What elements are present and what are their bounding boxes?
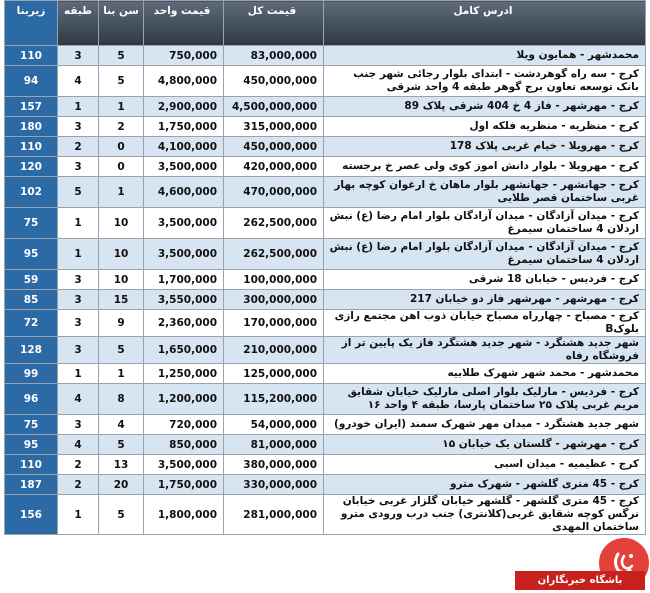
cell-floor: 4: [58, 384, 99, 415]
cell-floor: 1: [58, 97, 99, 117]
cell-area: 75: [5, 208, 58, 239]
cell-floor: 3: [58, 415, 99, 435]
cell-floor: 5: [58, 177, 99, 208]
cell-total-price: 330,000,000: [224, 475, 324, 495]
listings-table: [4, 0, 646, 535]
cell-address: کرج - میدان آزادگان - میدان آزادگان بلوار امام رضا (ع) نبش اردلان 4 ساختمان سیمرغ: [324, 208, 646, 239]
cell-floor: 3: [58, 157, 99, 177]
cell-unit-price: 1,200,000: [144, 384, 224, 415]
cell-age: 5: [99, 66, 144, 97]
cell-total-price: 210,000,000: [224, 337, 324, 364]
cell-floor: 2: [58, 475, 99, 495]
cell-age: 5: [99, 46, 144, 66]
cell-total-price: 115,200,000: [224, 384, 324, 415]
cell-address: کرج - عظیمیه - میدان اسبی: [324, 455, 646, 475]
cell-area: 128: [5, 337, 58, 364]
table-row: [5, 66, 646, 97]
cell-address: کرج - جهانشهر - جهانشهر بلوار ماهان خ ارغوان کوچه بهار غربی ساختمان قصر طلایی: [324, 177, 646, 208]
table-row: [5, 415, 646, 435]
table-row: [5, 495, 646, 535]
cell-area: 94: [5, 66, 58, 97]
cell-address: کرج - مصباح - چهارراه مصباح خیابان ذوب اهن مجتمع رازی بلوکB: [324, 310, 646, 337]
table-row: [5, 208, 646, 239]
cell-total-price: 315,000,000: [224, 117, 324, 137]
cell-address: شهر جدید هشتگرد - شهر جدید هشتگرد فاز یک پایین تر از فروشگاه رفاه: [324, 337, 646, 364]
cell-age: 10: [99, 208, 144, 239]
cell-address: کرج - 45 متری گلشهر - شهرک مترو: [324, 475, 646, 495]
table-row: [5, 435, 646, 455]
cell-unit-price: 3,500,000: [144, 208, 224, 239]
cell-floor: 3: [58, 290, 99, 310]
cell-total-price: 125,000,000: [224, 364, 324, 384]
cell-floor: 4: [58, 66, 99, 97]
cell-floor: 3: [58, 117, 99, 137]
cell-age: 20: [99, 475, 144, 495]
cell-address: کرج - فردیس - مارلیک بلوار اصلی مارلیک خیابان شقایق مریم غربی پلاک ۲۵ ساختمان پارسا، طبقه ۴ واحد ۱۶: [324, 384, 646, 415]
cell-area: 180: [5, 117, 58, 137]
cell-area: 95: [5, 239, 58, 270]
cell-floor: 3: [58, 337, 99, 364]
cell-unit-price: 3,550,000: [144, 290, 224, 310]
cell-total-price: 170,000,000: [224, 310, 324, 337]
listings-table-wrapper: [4, 0, 646, 535]
cell-area: 99: [5, 364, 58, 384]
cell-age: 1: [99, 177, 144, 208]
cell-address: محمدشهر - همایون ویلا: [324, 46, 646, 66]
table-row: [5, 455, 646, 475]
cell-area: 156: [5, 495, 58, 535]
cell-unit-price: 2,360,000: [144, 310, 224, 337]
cell-age: 5: [99, 435, 144, 455]
cell-unit-price: 1,800,000: [144, 495, 224, 535]
cell-total-price: 83,000,000: [224, 46, 324, 66]
cell-area: 110: [5, 137, 58, 157]
cell-unit-price: 1,650,000: [144, 337, 224, 364]
cell-unit-price: 4,800,000: [144, 66, 224, 97]
cell-unit-price: 850,000: [144, 435, 224, 455]
cell-age: 15: [99, 290, 144, 310]
header-age: سن بنا: [99, 1, 144, 46]
cell-total-price: 380,000,000: [224, 455, 324, 475]
table-body: [5, 46, 646, 535]
cell-area: 120: [5, 157, 58, 177]
cell-floor: 3: [58, 310, 99, 337]
cell-total-price: 54,000,000: [224, 415, 324, 435]
cell-address: کرج - مهرویلا - بلوار دانش اموز کوی ولی عصر خ برجسته: [324, 157, 646, 177]
cell-total-price: 450,000,000: [224, 66, 324, 97]
cell-age: 0: [99, 157, 144, 177]
cell-unit-price: 3,500,000: [144, 239, 224, 270]
cell-total-price: 262,500,000: [224, 208, 324, 239]
header-unit-price: قیمت واحد: [144, 1, 224, 46]
table-row: [5, 239, 646, 270]
cell-age: 10: [99, 270, 144, 290]
cell-address: شهر جدید هشتگرد - میدان مهر شهرک سمند (ایران خودرو): [324, 415, 646, 435]
cell-total-price: 262,500,000: [224, 239, 324, 270]
cell-area: 59: [5, 270, 58, 290]
cell-floor: 3: [58, 46, 99, 66]
cell-age: 2: [99, 117, 144, 137]
header-total-price: قیمت کل: [224, 1, 324, 46]
cell-area: 157: [5, 97, 58, 117]
cell-unit-price: 1,750,000: [144, 117, 224, 137]
cell-unit-price: 1,250,000: [144, 364, 224, 384]
cell-age: 0: [99, 137, 144, 157]
cell-age: 1: [99, 364, 144, 384]
cell-address: کرج - مهرویلا - خیام غربی پلاک 178: [324, 137, 646, 157]
cell-address: کرج - 45 متری گلشهر - گلشهر خیابان گلزار غربی خیابان نرگس کوچه شقایق غربی(کلانتری) جنب درب ورودی مترو ساختمان المهدی: [324, 495, 646, 535]
table-row: [5, 364, 646, 384]
header-address: ادرس کامل: [324, 1, 646, 46]
table-row: [5, 384, 646, 415]
cell-address: کرج - مهرشهر - مهرشهر فاز دو خیابان 217: [324, 290, 646, 310]
cell-total-price: 470,000,000: [224, 177, 324, 208]
table-row: [5, 290, 646, 310]
table-row: [5, 177, 646, 208]
brand-label: باشگاه خبرنگاران: [515, 571, 645, 590]
cell-floor: 4: [58, 435, 99, 455]
cell-floor: 2: [58, 455, 99, 475]
table-row: [5, 310, 646, 337]
cell-area: 110: [5, 455, 58, 475]
cell-floor: 1: [58, 208, 99, 239]
cell-area: 110: [5, 46, 58, 66]
cell-unit-price: 3,500,000: [144, 157, 224, 177]
header-floor: طبقه: [58, 1, 99, 46]
cell-address: کرج - مهرشهر - گلستان یک خیابان ۱۵: [324, 435, 646, 455]
cell-floor: 2: [58, 137, 99, 157]
table-row: [5, 157, 646, 177]
header-area: زیربنا: [5, 1, 58, 46]
cell-age: 4: [99, 415, 144, 435]
table-row: [5, 97, 646, 117]
cell-floor: 1: [58, 495, 99, 535]
cell-address: کرج - سه راه گوهردشت - ابتدای بلوار رجائی شهر جنب بانک توسعه تعاون برج گوهر طبقه 4 واحد شرقی: [324, 66, 646, 97]
cell-total-price: 4,500,000,000: [224, 97, 324, 117]
cell-area: 187: [5, 475, 58, 495]
cell-unit-price: 4,600,000: [144, 177, 224, 208]
cell-age: 13: [99, 455, 144, 475]
cell-area: 72: [5, 310, 58, 337]
cell-area: 95: [5, 435, 58, 455]
cell-address: محمدشهر - محمد شهر شهرک طلاییه: [324, 364, 646, 384]
cell-address: کرج - فردیس - خیابان 18 شرقی: [324, 270, 646, 290]
cell-age: 1: [99, 97, 144, 117]
cell-address: کرج - مهرشهر - فاز 4 خ 404 شرقی پلاک 89: [324, 97, 646, 117]
cell-floor: 1: [58, 239, 99, 270]
cell-floor: 3: [58, 270, 99, 290]
table-row: [5, 270, 646, 290]
cell-unit-price: 750,000: [144, 46, 224, 66]
cell-unit-price: 720,000: [144, 415, 224, 435]
cell-unit-price: 4,100,000: [144, 137, 224, 157]
table-row: [5, 475, 646, 495]
cell-address: کرج - منظریه - منظریه فلکه اول: [324, 117, 646, 137]
table-row: [5, 117, 646, 137]
cell-age: 10: [99, 239, 144, 270]
cell-total-price: 281,000,000: [224, 495, 324, 535]
cell-total-price: 450,000,000: [224, 137, 324, 157]
cell-floor: 1: [58, 364, 99, 384]
cell-area: 75: [5, 415, 58, 435]
cell-area: 85: [5, 290, 58, 310]
cell-unit-price: 3,500,000: [144, 455, 224, 475]
cell-unit-price: 1,750,000: [144, 475, 224, 495]
table-row: [5, 46, 646, 66]
table-row: [5, 137, 646, 157]
table-row: [5, 337, 646, 364]
cell-age: 5: [99, 337, 144, 364]
cell-age: 9: [99, 310, 144, 337]
cell-total-price: 300,000,000: [224, 290, 324, 310]
cell-area: 102: [5, 177, 58, 208]
cell-area: 96: [5, 384, 58, 415]
cell-total-price: 420,000,000: [224, 157, 324, 177]
cell-age: 5: [99, 495, 144, 535]
cell-address: کرج - میدان آزادگان - میدان آزادگان بلوار امام رضا (ع) نبش اردلان 4 ساختمان سیمرغ: [324, 239, 646, 270]
cell-total-price: 100,000,000: [224, 270, 324, 290]
cell-unit-price: 1,700,000: [144, 270, 224, 290]
cell-total-price: 81,000,000: [224, 435, 324, 455]
cell-unit-price: 2,900,000: [144, 97, 224, 117]
table-header-row: [5, 1, 646, 46]
cell-age: 8: [99, 384, 144, 415]
